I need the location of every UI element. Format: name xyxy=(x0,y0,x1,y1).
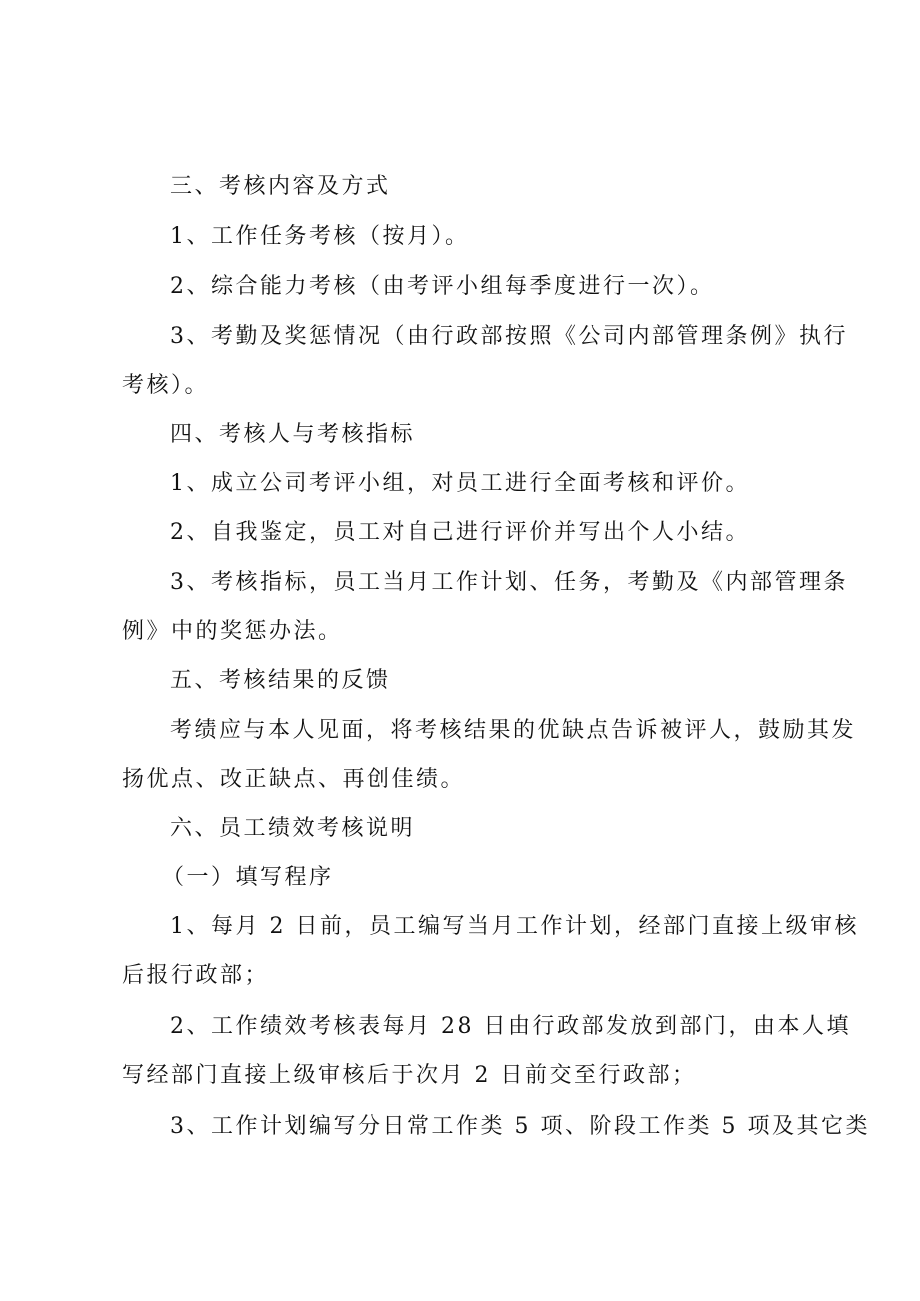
paragraph-line: 3、考核指标，员工当月工作计划、任务，考勤及《内部管理条 xyxy=(170,570,848,595)
paragraph-line: 后报行政部； xyxy=(122,963,270,988)
paragraph-line: 2、自我鉴定，员工对自己进行评价并写出个人小结。 xyxy=(170,520,750,545)
paragraph-line: 写经部门直接上级审核后于次月 2 日前交至行政部； xyxy=(122,1063,697,1088)
paragraph-line: 扬优点、改正缺点、再创佳绩。 xyxy=(122,767,466,792)
paragraph-line: 1、工作任务考核（按月）。 xyxy=(170,224,470,249)
paragraph-line: 2、综合能力考核（由考评小组每季度进行一次）。 xyxy=(170,274,715,299)
subsection-heading: （一）填写程序 xyxy=(162,865,334,890)
paragraph-line: 3、考勤及奖惩情况（由行政部按照《公司内部管理条例》执行 xyxy=(170,324,848,349)
section-heading-4: 四、考核人与考核指标 xyxy=(170,422,416,447)
paragraph-line: 考核）。 xyxy=(122,373,210,398)
section-heading-6: 六、员工绩效考核说明 xyxy=(170,816,416,841)
paragraph-line: 3、工作计划编写分日常工作类 5 项、阶段工作类 5 项及其它类 xyxy=(170,1114,870,1139)
section-heading-5: 五、考核结果的反馈 xyxy=(170,668,391,693)
paragraph-line: 考绩应与本人见面，将考核结果的优缺点告诉被评人，鼓励其发 xyxy=(170,718,857,743)
paragraph-line: 1、每月 2 日前，员工编写当月工作计划，经部门直接上级审核 xyxy=(170,914,859,939)
paragraph-line: 2、工作绩效考核表每月 28 日由行政部发放到部门，由本人填 xyxy=(170,1014,851,1039)
paragraph-line: 例》中的奖惩办法。 xyxy=(122,619,343,644)
paragraph-line: 1、成立公司考评小组，对员工进行全面考核和评价。 xyxy=(170,471,750,496)
section-heading-3: 三、考核内容及方式 xyxy=(170,174,391,199)
